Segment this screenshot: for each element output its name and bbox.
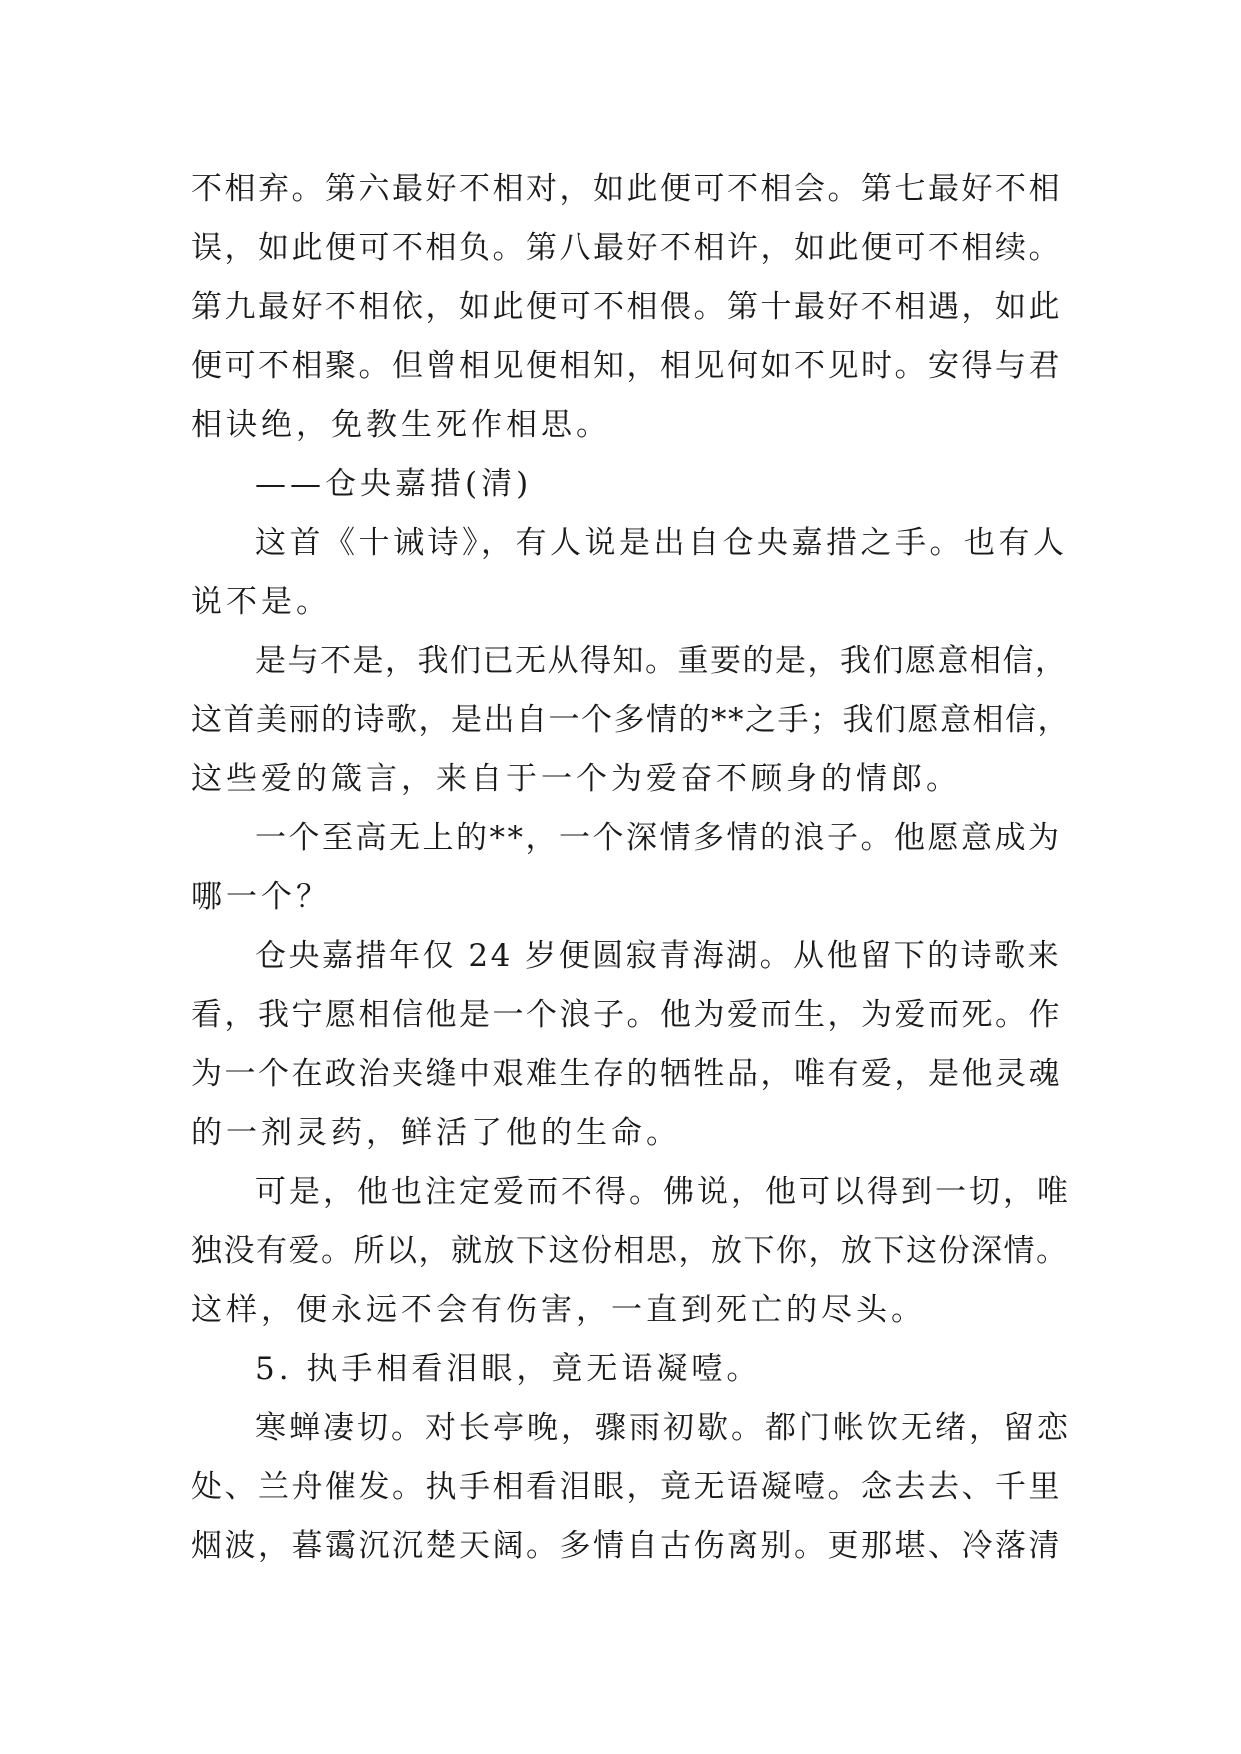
text-line: 这些爱的箴言，来自于一个为爱奋不顾身的情郎。	[191, 761, 961, 797]
text-line: 这首《十诫诗》，有人说是出自仓央嘉措之手。也有人	[255, 525, 1068, 561]
text-line: 处、兰舟催发。执手相看泪眼，竟无语凝噎。念去去、千里	[191, 1469, 1062, 1505]
text-line: 哪一个？	[191, 879, 331, 915]
text-line: 相诀绝，免教生死作相思。	[191, 407, 611, 443]
text-line: 说不是。	[191, 584, 331, 620]
text-line: 的一剂灵药，鲜活了他的生命。	[191, 1115, 681, 1151]
text-line: 为一个在政治夹缝中艰难生存的牺牲品，唯有爱，是他灵魂	[191, 1056, 1062, 1092]
text-line: 独没有爱。所以，就放下这份相思，放下你，放下这份深情。	[191, 1233, 1069, 1269]
text-line: 这样，便永远不会有伤害，一直到死亡的尽头。	[191, 1292, 926, 1328]
text-line: 可是，他也注定爱而不得。佛说，他可以得到一切，唯	[255, 1174, 1071, 1210]
text-line: 第九最好不相依，如此便可不相偎。第十最好不相遇，如此	[191, 289, 1062, 325]
text-line: 误，如此便可不相负。第八最好不相许，如此便可不相续。	[191, 230, 1062, 266]
text-line: 一个至高无上的**，一个深情多情的浪子。他愿意成为	[255, 820, 1062, 856]
text-line: 5. 执手相看泪眼，竟无语凝噎。	[255, 1351, 762, 1387]
text-line: 寒蝉凄切。对长亭晚，骤雨初歇。都门帐饮无绪，留恋	[255, 1410, 1071, 1446]
text-line: 看，我宁愿相信他是一个浪子。他为爱而生，为爱而死。作	[191, 997, 1062, 1033]
text-line: 是与不是，我们已无从得知。重要的是，我们愿意相信，	[255, 643, 1068, 679]
text-line: 烟波，暮霭沉沉楚天阔。多情自古伤离别。更那堪、冷落清	[191, 1528, 1062, 1564]
text-line: 这首美丽的诗歌，是出自一个多情的**之手；我们愿意相信，	[191, 702, 1070, 738]
text-line: ——仓央嘉措(清)	[255, 466, 533, 502]
text-line: 不相弃。第六最好不相对，如此便可不相会。第七最好不相	[191, 171, 1062, 207]
body-text	[191, 160, 1071, 1576]
text-line: 便可不相聚。但曾相见便相知，相见何如不见时。安得与君	[191, 348, 1062, 384]
text-line: 仓央嘉措年仅 24 岁便圆寂青海湖。从他留下的诗歌来	[255, 938, 1062, 974]
